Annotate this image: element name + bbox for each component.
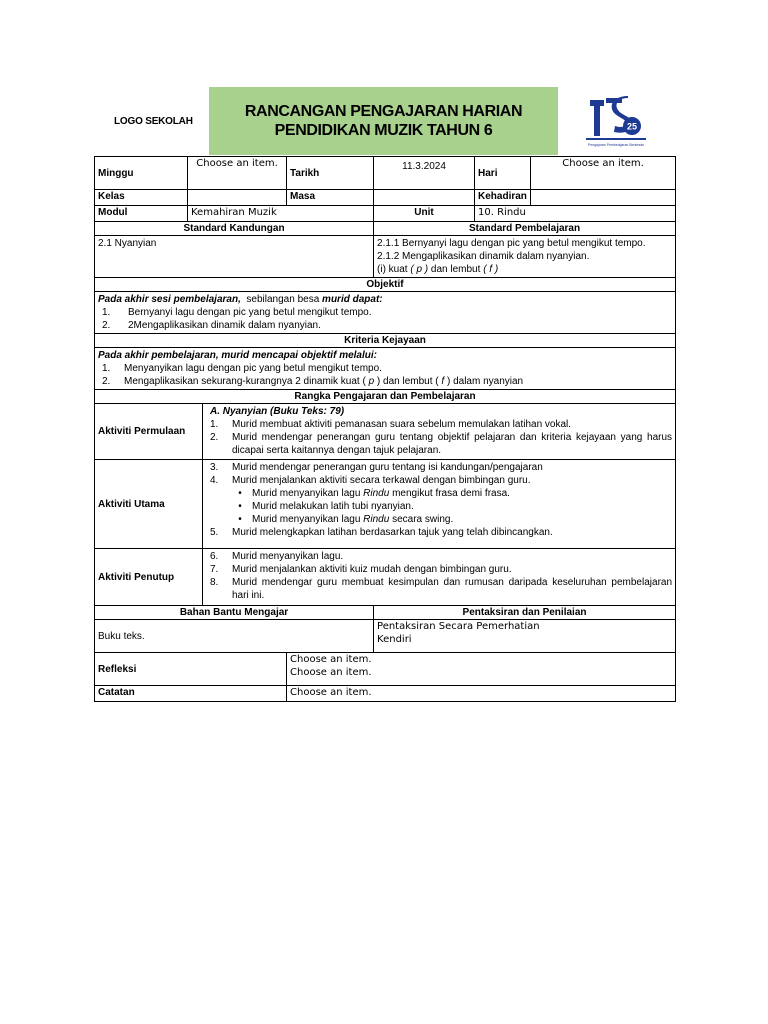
kelas-value[interactable] bbox=[188, 190, 287, 206]
objektif-cell bbox=[95, 292, 676, 334]
kriteria-header: Kriteria Kejayaan bbox=[95, 334, 676, 348]
modul-label: Modul bbox=[95, 206, 188, 222]
minggu-select[interactable]: Choose an item. bbox=[188, 157, 287, 190]
pentaksiran-header: Pentaksiran dan Penilaian bbox=[374, 606, 676, 620]
tarikh-label: Tarikh bbox=[287, 157, 374, 190]
permulaan-item: 1. Murid membuat aktiviti pemanasan suara sebelum memulakan latihan vokal. bbox=[210, 419, 572, 430]
aktiviti-utama-cell bbox=[203, 460, 676, 549]
kehadiran-value[interactable] bbox=[531, 190, 676, 206]
utama-bullet: • Murid melakukan latih tubi nyanyian. bbox=[206, 500, 672, 513]
standard-pembelajaran-1: 2.1.1 Bernyanyi lagu dengan pic yang betul mengikut tempo. bbox=[377, 238, 646, 249]
bahan-header: Bahan Bantu Mengajar bbox=[95, 606, 374, 620]
kriteria-item: 2. Mengaplikasikan sekurang-kurangnya 2 dinamik kuat ( p ) dan lembut ( f ) dalam nyanyian bbox=[102, 376, 524, 387]
hari-label: Hari bbox=[475, 157, 531, 190]
bullet-icon: • bbox=[238, 501, 242, 512]
tarikh-value[interactable]: 11.3.2024 bbox=[374, 157, 475, 190]
standard-pembelajaran-3: (i) kuat ( p ) dan lembut ( f ) bbox=[377, 264, 499, 275]
utama-bullet: • Murid menyanyikan lagu Rindu mengikut frasa demi frasa. bbox=[206, 487, 672, 500]
aktiviti-permulaan-label: Aktiviti Permulaan bbox=[95, 404, 203, 460]
kehadiran-label: Kehadiran bbox=[475, 190, 531, 206]
utama-item: 3. Murid mendengar penerangan guru tentang isi kandungan/pengajaran bbox=[210, 462, 543, 473]
school-logo-placeholder: LOGO SEKOLAH bbox=[114, 116, 193, 127]
emblem-number: 25 bbox=[626, 121, 638, 132]
refleksi-label: Refleksi bbox=[95, 653, 287, 686]
utama-item: 4. Murid menjalankan aktiviti secara terkawal dengan bimbingan guru. bbox=[210, 475, 531, 486]
rangka-header: Rangka Pengajaran dan Pembelajaran bbox=[95, 390, 676, 404]
masa-value[interactable] bbox=[374, 190, 475, 206]
masa-label: Masa bbox=[287, 190, 374, 206]
minggu-label: Minggu bbox=[95, 157, 188, 190]
standard-pembelajaran-header: Standard Pembelajaran bbox=[374, 222, 676, 236]
modul-select[interactable]: Kemahiran Muzik bbox=[188, 206, 374, 222]
refleksi-select[interactable]: Choose an item. Choose an item. bbox=[287, 653, 676, 686]
lesson-plan-table bbox=[94, 156, 676, 702]
objektif-item: 2. 2Mengaplikasikan dinamik dalam nyanyian. bbox=[102, 320, 321, 331]
aktiviti-penutup-cell bbox=[203, 549, 676, 606]
penutup-item: 7. Murid menjalankan aktiviti kuiz mudah dengan bimbingan guru. bbox=[210, 564, 512, 575]
bullet-icon: • bbox=[238, 514, 242, 525]
kriteria-cell bbox=[95, 348, 676, 390]
title-banner bbox=[209, 87, 558, 155]
hari-select[interactable]: Choose an item. bbox=[531, 157, 676, 190]
aktiviti-permulaan-cell bbox=[203, 404, 676, 460]
aktiviti-utama-label: Aktiviti Utama bbox=[95, 460, 203, 549]
permulaan-heading: A. Nyanyian (Buku Teks: 79) bbox=[210, 406, 345, 417]
kriteria-item: 1. Menyanyikan lagu dengan pic yang betul mengikut tempo. bbox=[102, 363, 382, 374]
catatan-select[interactable]: Choose an item. bbox=[287, 686, 676, 702]
utama-bullet: • Murid menyanyikan lagu Rindu secara swing. bbox=[206, 513, 672, 526]
standard-kandungan-header: Standard Kandungan bbox=[95, 222, 374, 236]
bahan-value[interactable]: Buku teks. bbox=[95, 620, 374, 653]
unit-select[interactable]: 10. Rindu bbox=[475, 206, 676, 222]
bullet-icon: • bbox=[238, 488, 242, 499]
objektif-intro: Pada akhir sesi pembelajaran, sebilangan besa murid dapat: bbox=[98, 294, 383, 305]
objektif-item: 1. Bernyanyi lagu dengan pic yang betul mengikut tempo. bbox=[102, 307, 372, 318]
utama-item: 5. Murid melengkapkan latihan berdasarkan tajuk yang telah dibincangkan. bbox=[210, 527, 553, 538]
unit-label: Unit bbox=[374, 206, 475, 222]
kriteria-intro: Pada akhir pembelajaran, murid mencapai objektif melalui: bbox=[98, 350, 377, 361]
penutup-item: 6. Murid menyanyikan lagu. bbox=[210, 551, 344, 562]
aktiviti-penutup-label: Aktiviti Penutup bbox=[95, 549, 203, 606]
kelas-label: Kelas bbox=[95, 190, 188, 206]
title-line-2: PENDIDIKAN MUZIK TAHUN 6 bbox=[274, 122, 493, 139]
title-line-1: RANCANGAN PENGAJARAN HARIAN bbox=[244, 103, 523, 120]
catatan-label: Catatan bbox=[95, 686, 287, 702]
standard-pembelajaran-2: 2.1.2 Mengaplikasikan dinamik dalam nyanyian. bbox=[377, 251, 590, 262]
pentaksiran-select[interactable]: Pentaksiran Secara Pemerhatian Kendiri bbox=[374, 620, 676, 653]
standard-pembelajaran-cell bbox=[374, 236, 676, 278]
permulaan-item: 2. Murid mendengar penerangan guru tentang objektif pelajaran dan kriteria kejayaan yang harus dicapai serta kaitannya dengan tajuk pelajaran. bbox=[210, 432, 673, 456]
standard-kandungan-value: 2.1 Nyanyian bbox=[95, 236, 374, 278]
penutup-item: 8. Murid mendengar guru membuat kesimpulan dan rumusan daripada keseluruhan pembelajaran hari ini. bbox=[210, 577, 673, 601]
emblem-caption: Pengajaran Pembelajaran Berkesan bbox=[587, 143, 645, 147]
objektif-header: Objektif bbox=[95, 278, 676, 292]
